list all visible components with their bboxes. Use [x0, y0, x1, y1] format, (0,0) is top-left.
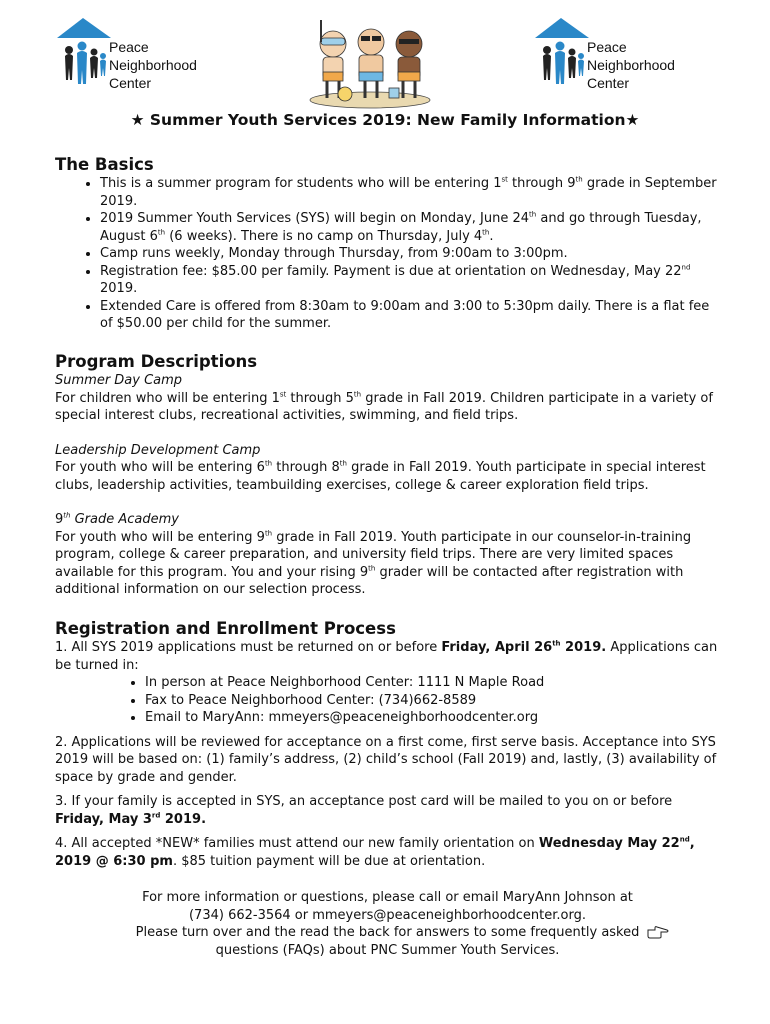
list-item: • In person at Peace Neighborhood Center: 1111 N Maple Road	[145, 674, 720, 692]
logo-right	[533, 16, 693, 96]
registration-step-3: 3. If your family is accepted in SYS, an acceptance post card will be mailed to you on or before Friday, May 3rd 2019.	[55, 794, 673, 827]
basics-heading: The Basics	[55, 155, 154, 174]
logo-umbrella-icon	[55, 16, 115, 96]
title-text: Summer Youth Services 2019: New Family Information	[149, 111, 626, 129]
footer-line-2: (734) 662-3564 or mmeyers@peaceneighborhoodcenter.org.	[188, 907, 586, 923]
page-title	[0, 110, 770, 130]
list-item: • Camp runs weekly, Monday through Thursday, from 9:00am to 3:00pm.	[100, 245, 720, 263]
list-item: • This is a summer program for students who will be entering 1st through 9th grade in September 2019.	[100, 175, 720, 210]
submission-methods-list	[55, 674, 720, 727]
footer-line-3: Please turn over and the read the back for answers to some frequently asked	[135, 925, 640, 940]
leadership-camp-title: Leadership Development Camp	[55, 442, 261, 458]
list-item: • Email to MaryAnn: mmeyers@peaceneighborhoodcenter.org	[145, 709, 720, 727]
list-item: • Fax to Peace Neighborhood Center: (734)662-8589	[145, 692, 720, 710]
logo-line-2: Neighborhood	[109, 57, 197, 73]
star-icon: ★	[625, 111, 640, 129]
logo-line-3: Center	[587, 75, 630, 91]
beach-kids-illustration	[305, 14, 435, 109]
leadership-camp-text: For youth who will be entering 6th through 8th grade in Fall 2019. Youth participate in special interest clubs, leadership activities, teambuilding exercises, college & career exploration field trips.	[55, 459, 706, 493]
list-item: • Extended Care is offered from 8:30am to 9:00am and 3:00 to 5:30pm daily. There is a flat fee of $50.00 per child for the summer.	[100, 298, 720, 333]
pointing-hand-icon	[647, 925, 669, 939]
logo-line-2: Neighborhood	[587, 57, 675, 73]
registration-step-4: 4. All accepted *NEW* families must attend our new family orientation on Wednesday May 22nd, 2019 @ 6:30 pm. $85 tuition payment will be due at orientation.	[55, 835, 695, 869]
logo-line-1: Peace	[587, 39, 627, 55]
basics-section	[55, 154, 720, 333]
list-item: • Registration fee: $85.00 per family. Payment is due at orientation on Wednesday, May 22nd 2019.	[100, 263, 720, 298]
footer-line-1: For more information or questions, please call or email MaryAnn Johnson at	[142, 890, 633, 905]
contact-footer	[55, 889, 720, 959]
logo-left	[55, 16, 215, 96]
footer-line-4: questions (FAQs) about PNC Summer Youth Services.	[215, 942, 560, 958]
basics-list	[55, 175, 720, 333]
logo-text	[109, 38, 197, 92]
day-camp-title: Summer Day Camp	[55, 373, 183, 388]
programs-heading: Program Descriptions	[55, 352, 258, 371]
academy-text: For youth who will be entering 9th grade in Fall 2019. Youth participate in our counselor-in-training program, college & career preparation, and university field trips. There are very limited spaces available for this program. You and your rising 9th grader will be contacted after registration with additional information on our selection process.	[55, 529, 692, 597]
logo-umbrella-icon	[533, 16, 593, 96]
star-icon: ★	[130, 111, 145, 129]
list-item: • 2019 Summer Youth Services (SYS) will begin on Monday, June 24th and go through Tuesday, August 6th (6 weeks). There is no camp on Thursday, July 4th.	[100, 210, 720, 245]
registration-step-1: 1. All SYS 2019 applications must be returned on or before Friday, April 26th 2019. Applications can be turned in:	[55, 639, 718, 673]
logo-line-1: Peace	[109, 39, 149, 55]
registration-section	[55, 618, 720, 870]
academy-title: 9th Grade Academy	[55, 511, 179, 527]
registration-heading: Registration and Enrollment Process	[55, 619, 396, 638]
logo-text	[587, 38, 675, 92]
day-camp-text: For children who will be entering 1st through 5th grade in Fall 2019. Children participate in a variety of special interest clubs, recreational activities, swimming, and field trips.	[55, 390, 713, 423]
logo-line-3: Center	[109, 75, 152, 91]
programs-section	[55, 351, 720, 599]
registration-step-2: 2. Applications will be reviewed for acceptance on a first come, first serve basis. Acceptance into SYS 2019 will be based on: (1) family’s address, (2) child’s school (Fall 2019) and, lastly, (3) availability of space by grade and gender.	[55, 734, 717, 785]
